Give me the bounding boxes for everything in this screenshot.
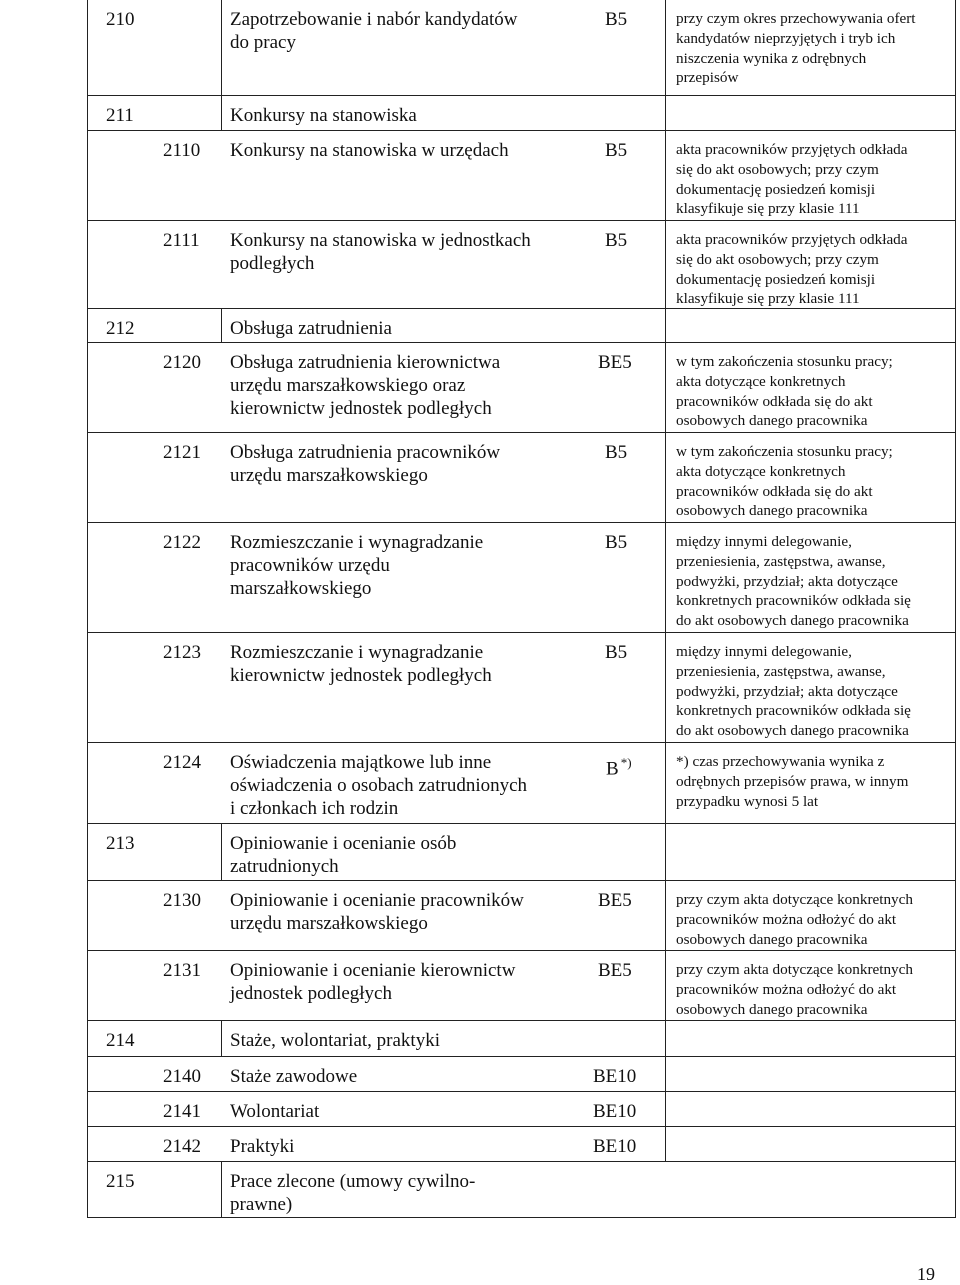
row-note: akta pracowników przyjętych odkłada się do akt osobowych; przy czym dokumentację posiedzeń komisji klasyfikuje się przy klasie 111 [676,141,908,218]
archive-category [605,531,627,554]
row-name: Prace zlecone (umowy cywilno- prawne) [230,1171,476,1215]
row-code: 2140 [163,1066,201,1087]
row-code: 215 [106,1171,135,1192]
category-label: BE5 [598,352,632,373]
row-code: 2110 [163,140,201,161]
category-label: B5 [605,442,628,463]
row-code: 2130 [163,890,201,911]
row-name: Opiniowanie i ocenianie kierownictw jednostek podległych [230,960,516,1004]
table-row [87,950,956,1020]
row-note: w tym zakończenia stosunku pracy; akta dotyczące konkretnych pracowników odkłada się do akt osobowych danego pracownika [676,353,893,430]
row-note: akta pracowników przyjętych odkłada się do akt osobowych; przy czym dokumentację posiedzeń komisji klasyfikuje się przy klasie 111 [676,231,908,308]
table-row [87,1056,956,1091]
row-name: Konkursy na stanowiska w urzędach [230,140,509,161]
table-row [87,742,956,823]
row-code: 212 [106,318,135,339]
archive-category [605,229,627,252]
row-name: Opiniowanie i ocenianie pracowników urzędu marszałkowskiego [230,890,524,934]
table-row [87,632,956,742]
row-name: Praktyki [230,1136,295,1157]
row-note: między innymi delegowanie, przeniesienia, zastępstwa, awanse, podwyżki, przydział; akta dotyczące konkretnych pracowników odkłada się do akt osobowych danego pracownika [676,643,911,740]
archive-category [593,1065,636,1088]
page-number: 19 [917,1264,935,1284]
row-code: 2141 [163,1101,201,1122]
row-name: Konkursy na stanowiska [230,105,417,126]
table-row [87,432,956,522]
table-row [87,1161,956,1218]
category-footnote-mark: *) [620,755,632,770]
row-name: Obsługa zatrudnienia [230,318,392,339]
category-label: B5 [605,140,628,161]
table-row [87,342,956,432]
category-label: BE5 [598,890,632,911]
row-name: Zapotrzebowanie i nabór kandydatów do pracy [230,9,518,53]
archive-category [605,641,627,664]
category-label: B5 [605,532,628,553]
category-label: BE5 [598,960,632,981]
table-row [87,823,956,880]
row-note: przy czym okres przechowywania ofert kandydatów nieprzyjętych i tryb ich niszczenia wynika z odrębnych przepisów [676,10,916,87]
row-code: 2124 [163,752,201,773]
row-code: 213 [106,833,135,854]
archive-category [606,751,632,780]
table-row [87,1020,956,1056]
archive-category [605,441,627,464]
category-label: BE10 [593,1101,637,1122]
row-code: 2121 [163,442,201,463]
row-code: 211 [106,105,134,126]
category-label: BE10 [593,1136,637,1157]
row-code: 210 [106,9,135,30]
archive-category [598,351,632,374]
category-label: B5 [605,642,628,663]
archive-category [593,1135,636,1158]
table-row [87,0,956,95]
row-note: między innymi delegowanie, przeniesienia, zastępstwa, awanse, podwyżki, przydział; akta dotyczące konkretnych pracowników odkłada się do akt osobowych danego pracownika [676,533,911,630]
table-row [87,880,956,950]
row-name: Opiniowanie i ocenianie osób zatrudnionych [230,833,457,877]
row-code: 2122 [163,532,201,553]
row-code: 2123 [163,642,201,663]
table-row [87,1091,956,1126]
row-name: Obsługa zatrudnienia kierownictwa urzędu marszałkowskiego oraz kierownictw jednostek podległych [230,352,501,419]
table-row [87,130,956,220]
table-row [87,220,956,308]
category-label: BE10 [593,1066,637,1087]
row-name: Staże zawodowe [230,1066,358,1087]
archive-category [598,889,632,912]
table-row [87,95,956,130]
category-label: B5 [605,230,628,251]
row-name: Obsługa zatrudnienia pracowników urzędu marszałkowskiego [230,442,501,486]
row-note: przy czym akta dotyczące konkretnych pracowników można odłożyć do akt osobowych danego pracownika [676,891,913,948]
row-note: *) czas przechowywania wynika z odrębnych przepisów prawa, w innym przypadku wynosi 5 lat [676,753,909,810]
table-row [87,522,956,632]
archive-category [605,8,627,31]
row-code: 2111 [163,230,200,251]
row-code: 214 [106,1030,135,1051]
category-label: B5 [605,9,628,30]
row-code: 2120 [163,352,201,373]
row-note: przy czym akta dotyczące konkretnych pracowników można odłożyć do akt osobowych danego pracownika [676,961,913,1018]
archive-category [605,139,627,162]
archive-category [598,959,632,982]
row-name: Oświadczenia majątkowe lub inne oświadczenia o osobach zatrudnionych i członkach ich rodzin [230,752,528,819]
row-name: Wolontariat [230,1101,320,1122]
archive-category [593,1100,636,1123]
row-name: Konkursy na stanowiska w jednostkach podległych [230,230,531,274]
row-name: Staże, wolontariat, praktyki [230,1030,440,1051]
table-row [87,1126,956,1161]
table-row [87,308,956,342]
row-code: 2142 [163,1136,201,1157]
row-name: Rozmieszczanie i wynagradzanie kierownictw jednostek podległych [230,642,492,686]
row-note: w tym zakończenia stosunku pracy; akta dotyczące konkretnych pracowników odkłada się do akt osobowych danego pracownika [676,443,893,520]
row-code: 2131 [163,960,201,981]
category-label: B [606,758,619,780]
row-name: Rozmieszczanie i wynagradzanie pracowników urzędu marszałkowskiego [230,532,484,599]
